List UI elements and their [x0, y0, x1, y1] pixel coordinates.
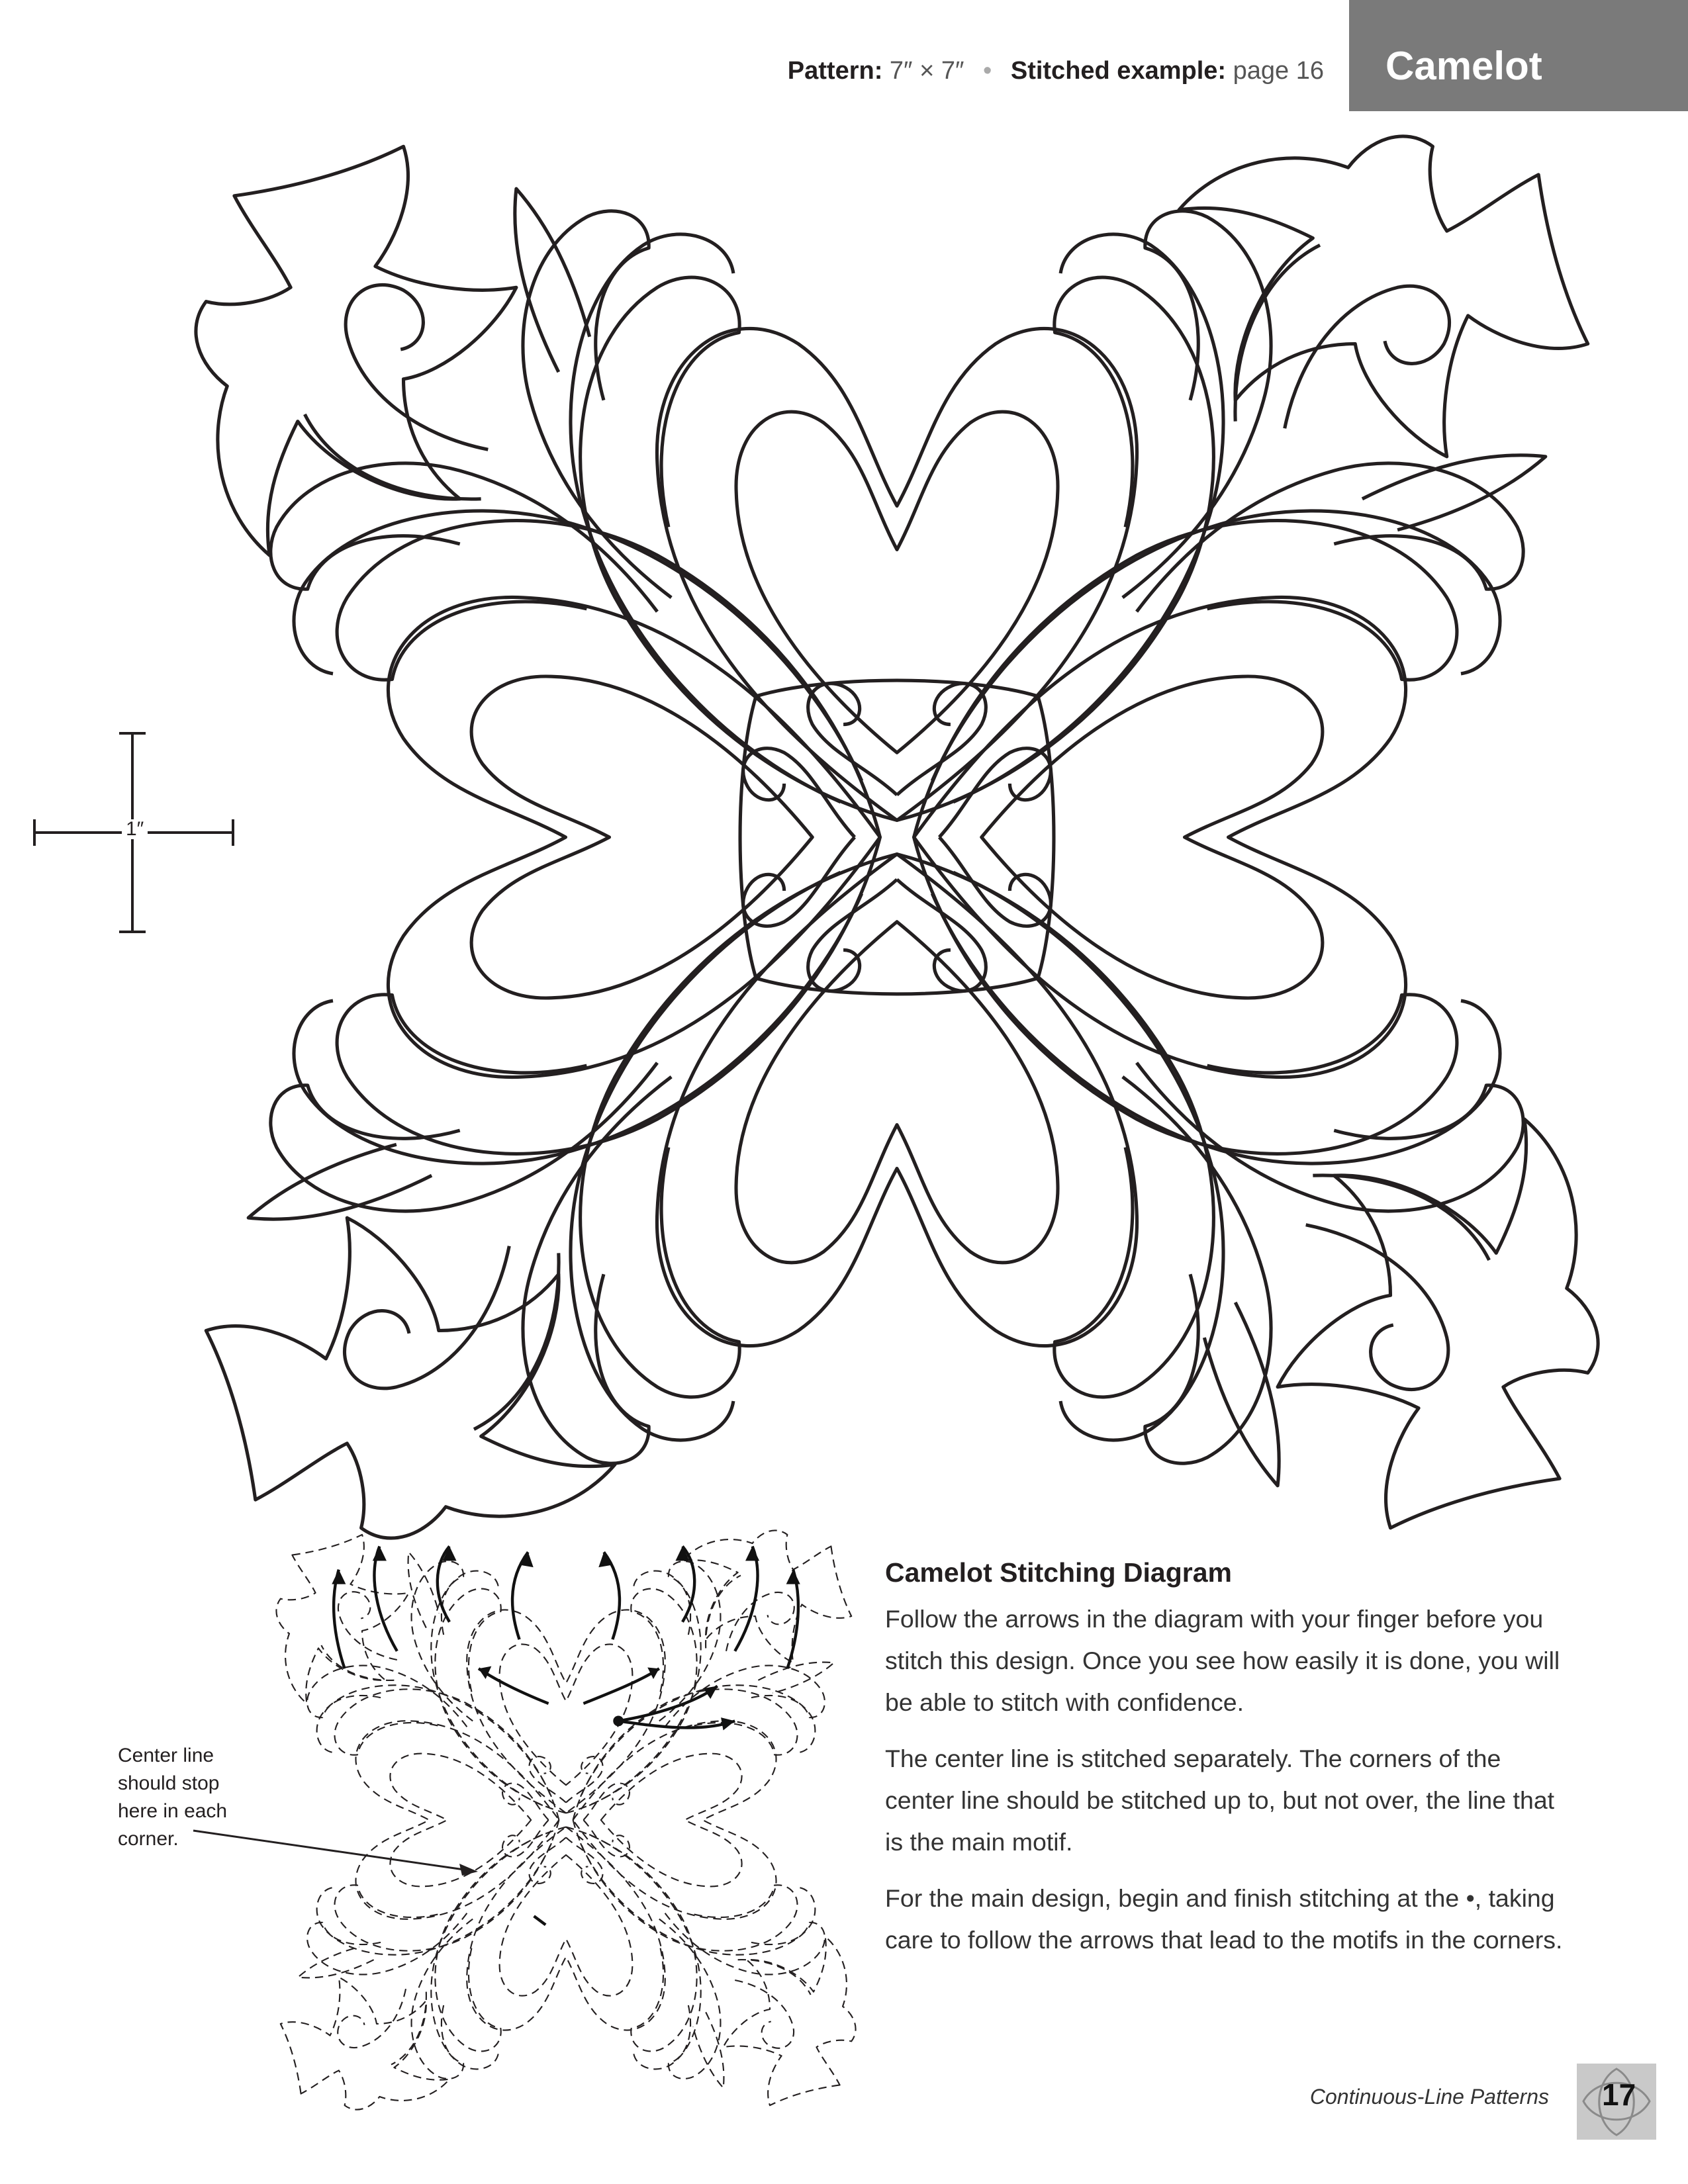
diagram-title: Camelot Stitching Diagram [885, 1557, 1232, 1588]
stitching-instructions [885, 1557, 1567, 1976]
instruction-paragraph-1: Follow the arrows in the diagram with your finger before you stitch this design. Once you see how easily it is done, you will be able to stitch with confidence. [885, 1605, 1560, 1717]
stitching-diagram [275, 1516, 857, 2124]
callout-leader-line [192, 1827, 496, 1880]
instruction-paragraph-2: The center line is stitched separately. The corners of the center line should be stitched up to, but not over, the line that is the main motif. [885, 1745, 1555, 1856]
center-line-callout: Center line should stop here in each corner. [118, 1745, 228, 1850]
pattern-label: Pattern: [787, 57, 883, 85]
page-number: 17 [1602, 2077, 1636, 2112]
footer-section-label: Continuous-Line Patterns [1309, 2085, 1549, 2109]
stitched-example-label: Stitched example: [1010, 57, 1227, 85]
center-line-stop-mark [534, 1916, 546, 1925]
pattern-size: 7″ × 7″ [889, 57, 964, 85]
camelot-motif [192, 132, 1602, 1542]
stitch-path [334, 1546, 798, 1727]
instruction-paragraph-3: For the main design, begin and finish stitching at the •, taking care to follow the arrows that lead to the motifs in the corners. [885, 1884, 1563, 1954]
stitched-example-page: page 16 [1233, 57, 1324, 85]
scale-label: 1″ [122, 819, 148, 839]
page-title: Camelot [1385, 44, 1542, 88]
separator-dot: • [982, 57, 992, 85]
title-tab [1349, 0, 1688, 111]
stitch-arrows [332, 1546, 800, 1730]
pattern-info [728, 57, 1324, 85]
